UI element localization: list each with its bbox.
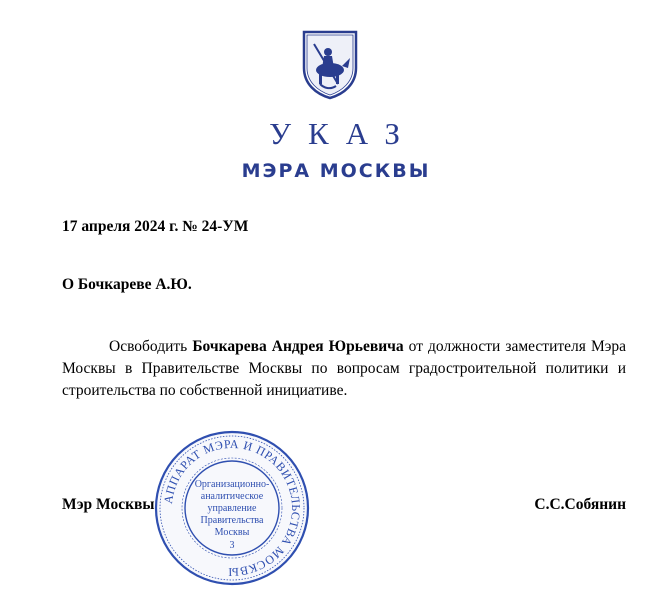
moscow-coat-of-arms-icon xyxy=(300,28,360,100)
date-and-number: 17 апреля 2024 г. № 24-УМ xyxy=(62,218,249,235)
stamp-line-6: 3 xyxy=(229,540,235,551)
stamp-line-5: Москвы xyxy=(214,527,250,538)
signer-position: Мэр Москвы xyxy=(62,496,155,513)
body-prefix: Освободить xyxy=(109,338,193,355)
decree-body xyxy=(62,336,626,402)
person-name: Бочкарева Андрея Юрьевича xyxy=(192,338,404,355)
stamp-line-3: управление xyxy=(207,503,257,514)
stamp-line-2: аналитическое xyxy=(200,491,264,502)
issuer-subtitle: МЭРА МОСКВЫ xyxy=(241,160,431,182)
official-stamp xyxy=(154,430,310,586)
document-type-title: УКАЗ xyxy=(269,116,417,151)
decree-subject: О Бочкареве А.Ю. xyxy=(62,276,192,293)
body-suffix: от должности заместителя Мэра Москвы в Правительстве Москвы по вопросам градостроительной политики и строительства по собственной инициативе. xyxy=(62,338,627,399)
signer-name: С.С.Собянин xyxy=(534,496,626,513)
stamp-line-4: Правительства xyxy=(200,515,264,526)
stamp-line-1: Организационно- xyxy=(194,479,270,490)
stamp-ring-text: АППАРАТ МЭРА И ПРАВИТЕЛЬСТВА МОСКВЫ xyxy=(161,436,304,580)
